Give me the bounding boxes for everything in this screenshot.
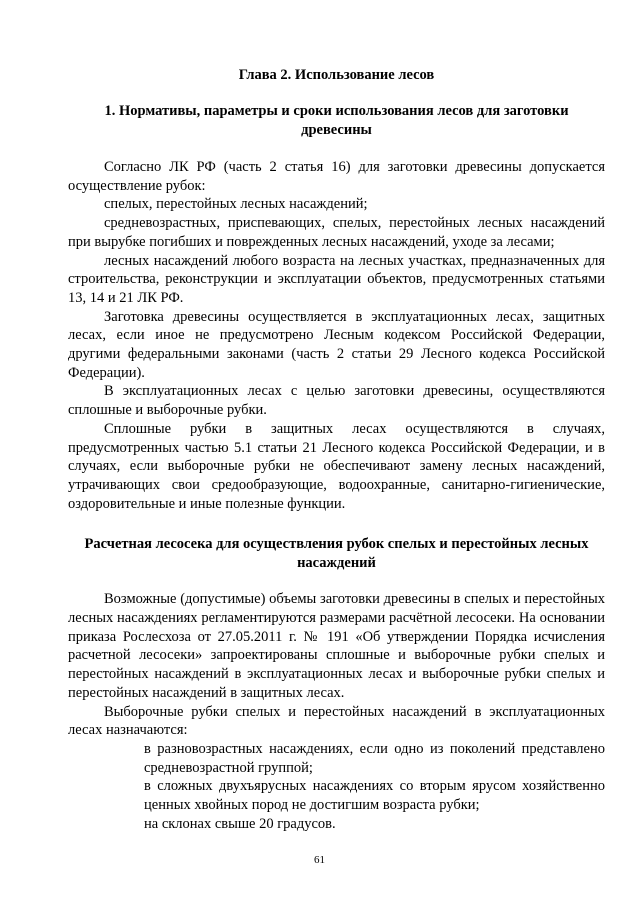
- paragraph: Согласно ЛК РФ (часть 2 статья 16) для заготовки древесины допускается осуществление рубок:: [68, 159, 605, 194]
- page-number: 61: [314, 854, 325, 866]
- section-title-1: 1. Нормативы, параметры и сроки использования лесов для заготовки древесины: [104, 103, 569, 138]
- section-title-2: Расчетная лесосека для осуществления рубок спелых и перестойных лесных насаждений: [84, 536, 589, 572]
- paragraph: Заготовка древесины осуществляется в эксплуатационных лесах, защитных лесах, если иное не предусмотрено Лесным кодексом Российской Федерации, другими федеральными законами (часть 2 статьи 29 Лесного кодекса Российской Федерации).: [68, 308, 605, 381]
- paragraph: Возможные (допустимые) объемы заготовки древесины в спелых и перестойных лесных насаждениях регламентируются размерами расчётной лесосеки. На основании приказа Рослесхоза от 27.05.2011 г. № 191 «Об утверждении Порядка исчисления расчетной лесосеки» запроектированы сплошные и выборочные рубки спелых и перестойных насаждений в эксплуатационных лесах и выборочные рубки спелых и перестойных насаждений в защитных лесах.: [68, 591, 605, 701]
- page-content: [68, 66, 605, 834]
- list-item: в разновозрастных насаждениях, если одно из поколений представлено средневозрастной группой;: [144, 740, 605, 776]
- paragraph: Выборочные рубки спелых и перестойных насаждений в эксплуатационных лесах назначаются:: [68, 703, 605, 739]
- paragraph: В эксплуатационных лесах с целью заготовки древесины, осуществляются сплошные и выборочные рубки.: [68, 383, 605, 419]
- chapter-title: Глава 2. Использование лесов: [238, 67, 435, 83]
- paragraph: Сплошные рубки в защитных лесах осуществляются в случаях, предусмотренных частью 5.1 статьи 21 Лесного кодекса Российской Федерации, и в случаях, если выборочные рубки не обеспечивают замену лесных насаждений, утрачивающих свои средообразующие, водоохранные, санитарно-гигиенические, оздоровительные и иные полезные функции.: [68, 420, 605, 512]
- list-item: на склонах свыше 20 градусов.: [144, 815, 336, 832]
- paragraph: лесных насаждений любого возраста на лесных участках, предназначенных для строительства, реконструкции и эксплуатации объектов, предусмотренных статьями 13, 14 и 21 ЛК РФ.: [68, 252, 605, 306]
- list-item: в сложных двухъярусных насаждениях со вторым ярусом хозяйственно ценных хвойных пород не достигшим возраста рубки;: [144, 778, 605, 814]
- paragraph: средневозрастных, приспевающих, спелых, перестойных лесных насаждений при вырубке погибших и поврежденных лесных насаждений, уходе за лесами;: [68, 215, 605, 250]
- paragraph: спелых, перестойных лесных насаждений;: [104, 196, 368, 213]
